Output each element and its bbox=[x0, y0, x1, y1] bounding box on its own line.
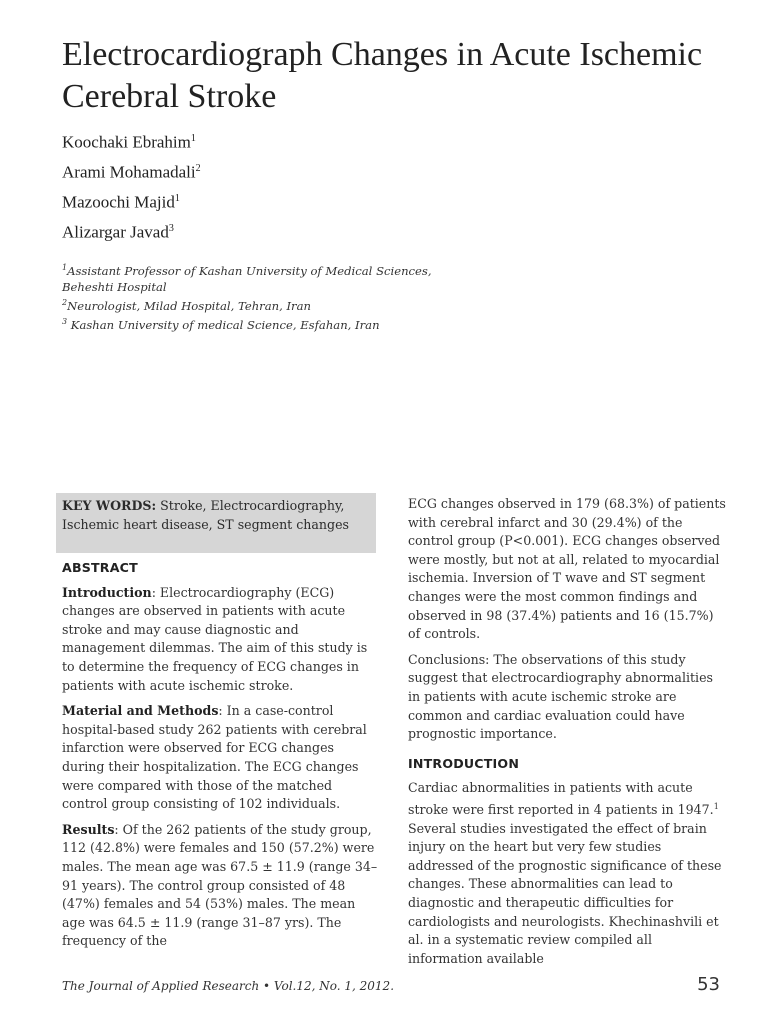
author-affiliation-mark: 1 bbox=[174, 193, 180, 205]
author-name: Arami Mohamadali bbox=[62, 162, 196, 182]
affiliation bbox=[62, 260, 482, 295]
affiliation bbox=[62, 295, 482, 314]
reference-mark: 1 bbox=[713, 801, 719, 811]
journal-citation: The Journal of Applied Research • Vol.12, No. 1, 2012. bbox=[62, 979, 395, 993]
keywords-box bbox=[56, 493, 376, 553]
author bbox=[62, 126, 201, 156]
abstract-introduction-label: Introduction bbox=[62, 584, 152, 600]
author-affiliation-mark: 1 bbox=[190, 133, 196, 144]
author bbox=[62, 216, 201, 246]
affiliation-mark: 3 bbox=[62, 316, 68, 326]
author-affiliation-mark: 2 bbox=[195, 163, 201, 175]
author-affiliation-mark: 3 bbox=[168, 223, 174, 235]
abstract-results-text: : Of the 262 patients of the study group, 112 (42.8%) were females and 150 (57.2%) were males. The mean age was 67.5 ± 11.9 (range 34–91 years). The control group consisted of 48 (47%) females and 54 (53%) males. The mean age was 64.5 ± 11.9 (range 31–87 yrs). The frequency of the bbox=[62, 821, 378, 949]
affiliation-mark: 2 bbox=[62, 297, 68, 307]
author bbox=[62, 156, 201, 186]
abstract-methods bbox=[62, 702, 380, 814]
abstract-conclusions: Conclusions: The observations of this study suggest that electrocardiography abnormalities in patients with acute ischemic stroke are common and cardiac evaluation could have prognostic importance. bbox=[408, 651, 713, 742]
abstract-heading: ABSTRACT bbox=[62, 560, 138, 575]
abstract-introduction bbox=[62, 584, 380, 696]
author-list bbox=[62, 126, 201, 247]
author-name: Koochaki Ebrahim bbox=[62, 132, 191, 152]
affiliation-text: Assistant Professor of Kashan University of Medical Sciences, Beheshti Hospital bbox=[62, 263, 432, 294]
abstract-methods-label: Material and Methods bbox=[62, 703, 219, 719]
keywords-label: KEY WORDS: bbox=[62, 498, 157, 513]
abstract-results-label: Results bbox=[62, 821, 115, 837]
abstract-methods-text: : In a case-control hospital-based study 262 patients with cerebral infarction were observed for ECG changes during their hospitalization. The ECG changes were compared with those of the matched control group consisting of 102 individuals. bbox=[62, 703, 367, 812]
affiliation-text: Neurologist, Milad Hospital, Tehran, Iran bbox=[67, 298, 311, 313]
affiliation bbox=[62, 314, 482, 333]
article-title: Electrocardiograph Changes in Acute Ischemic Cerebral Stroke bbox=[62, 36, 703, 115]
keywords-text: Stroke, Electrocardiography, Ischemic heart disease, ST segment changes bbox=[62, 498, 350, 532]
introduction-text: Cardiac abnormalities in patients with acute stroke were first reported in 4 patients in 1947. bbox=[408, 780, 714, 818]
author-name: Alizargar Javad bbox=[62, 223, 169, 243]
author-name: Mazoochi Majid bbox=[62, 192, 175, 212]
introduction-heading: INTRODUCTION bbox=[408, 755, 520, 771]
page-number: 53 bbox=[697, 974, 720, 995]
abstract-introduction-text: : Electrocardiography (ECG) changes are observed in patients with acute stroke and may cause diagnostic and management dilemmas. The aim of this study is to determine the frequency of ECG changes in patients with acute ischemic stroke. bbox=[62, 584, 368, 693]
abstract-results-continued: ECG changes observed in 179 (68.3%) of patients with cerebral infarct and 30 (29.4%) of the control group (P<0.001). ECG changes observed were mostly, but not at all, related to myocardial ischemia. Inversion of T wave and ST segment changes were the most common findings and observed in 98 (37.4%) patients and 16 (15.7%) of controls. bbox=[408, 496, 726, 642]
author bbox=[62, 186, 201, 216]
introduction-text-continued: Several studies investigated the effect of brain injury on the heart but very few studies addressed of the prognostic significance of these changes. These abnormalities can lead to diagnostic and therapeutic difficulties for cardiologists and neurologists. Khechinashvili et al. in a systematic review compiled all information available bbox=[408, 820, 722, 966]
affiliation-mark: 1 bbox=[62, 263, 68, 272]
affiliation-text: Kashan University of medical Science, Esfahan, Iran bbox=[67, 317, 380, 332]
right-column bbox=[408, 495, 726, 975]
introduction-paragraph bbox=[408, 779, 726, 968]
abstract-results bbox=[62, 821, 380, 951]
affiliations bbox=[62, 260, 482, 333]
left-column bbox=[62, 559, 380, 958]
